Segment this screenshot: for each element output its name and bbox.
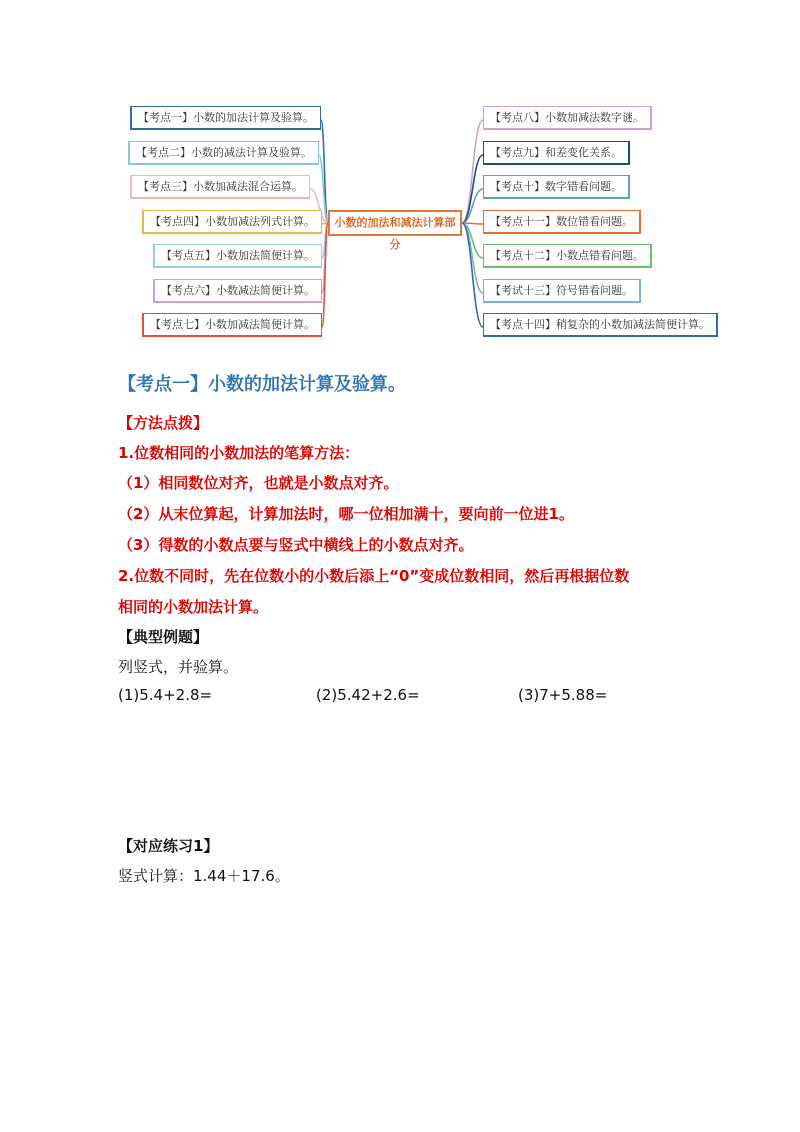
mind-node-left-7: 【考点七】小数加减法简便计算。 bbox=[142, 313, 322, 337]
method-line-4: （3）得数的小数点要与竖式中横线上的小数点对齐。 bbox=[118, 536, 474, 554]
method-line-6: 相同的小数加法计算。 bbox=[118, 598, 269, 616]
example-problem-3: (3)7+5.88= bbox=[518, 686, 608, 704]
mind-node-right-13: 【考试十三】符号错看问题。 bbox=[483, 279, 641, 303]
method-line-1: 1.位数相同的小数加法的笔算方法： bbox=[118, 444, 360, 462]
practice-text: 竖式计算：1.44＋17.6。 bbox=[118, 867, 290, 885]
mind-node-right-10: 【考点十】数字错看问题。 bbox=[483, 175, 630, 199]
mind-node-left-3: 【考点三】小数加减法混合运算。 bbox=[130, 175, 310, 199]
mind-node-left-6: 【考点六】小数减法简便计算。 bbox=[153, 279, 322, 303]
example-instruction: 列竖式，并验算。 bbox=[118, 658, 239, 676]
practice-heading: 【对应练习1】 bbox=[118, 837, 219, 855]
mind-node-left-5: 【考点五】小数加法简便计算。 bbox=[153, 244, 322, 268]
section-title: 【考点一】小数的加法计算及验算。 bbox=[118, 374, 406, 395]
method-line-5: 2.位数不同时，先在位数小的小数后添上“0”变成位数相同，然后再根据位数 bbox=[118, 567, 630, 585]
mind-node-left-4: 【考点四】小数加减法列式计算。 bbox=[142, 210, 322, 234]
mind-node-right-14: 【考点十四】稍复杂的小数加减法简便计算。 bbox=[483, 313, 718, 337]
mind-node-right-8: 【考点八】小数加减法数字谜。 bbox=[483, 106, 652, 130]
mind-node-left-2: 【考点二】小数的减法计算及验算。 bbox=[128, 141, 319, 165]
method-line-2: （1）相同数位对齐，也就是小数点对齐。 bbox=[118, 474, 399, 492]
method-heading: 【方法点拨】 bbox=[118, 414, 209, 432]
method-line-3: （2）从末位算起，计算加法时，哪一位相加满十，要向前一位进1。 bbox=[118, 505, 574, 523]
example-heading: 【典型例题】 bbox=[118, 628, 209, 646]
mind-map bbox=[0, 0, 800, 350]
mind-node-right-11: 【考点十一】数位错看问题。 bbox=[483, 210, 641, 234]
mind-node-right-12: 【考点十二】小数点错看问题。 bbox=[483, 244, 652, 268]
mind-map-connectors bbox=[0, 0, 800, 350]
example-problem-2: (2)5.42+2.6= bbox=[316, 686, 420, 704]
example-problem-1: (1)5.4+2.8= bbox=[118, 686, 213, 704]
mind-node-right-9: 【考点九】和差变化关系。 bbox=[483, 141, 630, 165]
mind-map-center: 小数的加法和减法计算部分 bbox=[328, 210, 462, 236]
mind-node-left-1: 【考点一】小数的加法计算及验算。 bbox=[130, 106, 321, 130]
